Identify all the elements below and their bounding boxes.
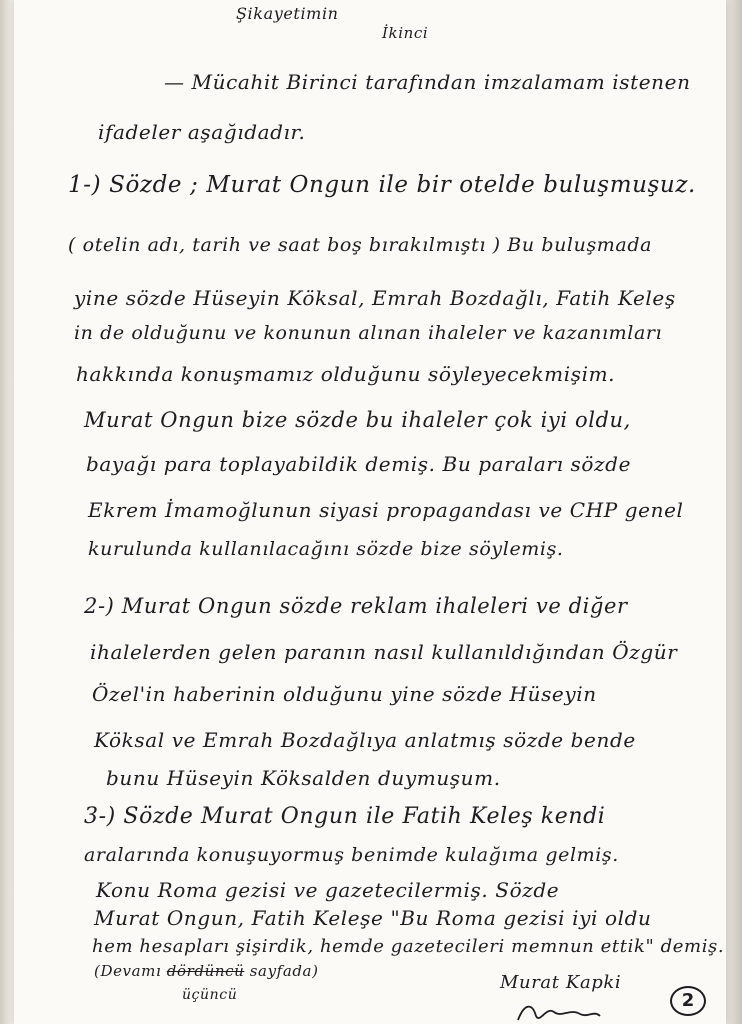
item-2-heading: 2-) Murat Ongun sözde reklam ihaleleri ve diğer [84,594,628,618]
item-2-line: ihalelerden gelen paranın nasıl kullanıldığından Özgür [90,640,678,664]
handwritten-sheet [14,0,726,1024]
item-2-line: bunu Hüseyin Köksalden duymuşum. [106,766,501,790]
item-1-line: Murat Ongun bize sözde bu ihaleler çok iyi oldu, [84,408,631,432]
header-text [236,6,339,22]
continued-suffix: sayfada) [249,962,319,980]
item-1-line: bayağı para toplayabildik demiş. Bu paraları sözde [86,452,632,476]
struck-word: dördüncü [166,962,245,980]
header-word: Şikayetimin [236,4,339,23]
item-1-line: ( otelin adı, tarih ve saat boş bırakılmıştı ) Bu buluşmada [68,234,653,256]
line-intro: — Mücahit Birinci tarafından imzalamam istenen [164,70,691,94]
signature-scribble-icon [514,998,604,1024]
item-1-line: kurulunda kullanılacağını sözde bize söylemiş. [88,538,564,560]
header-insert: İkinci [382,24,429,42]
item-1-line: Ekrem İmamoğlunun siyasi propagandası ve CHP genel [88,498,684,522]
item-1-heading: 1-) Sözde ; Murat Ongun ile bir otelde buluşmuşuz. [68,172,696,198]
correction-word: üçüncü [182,987,238,1003]
item-3-line: aralarında konuşuyormuş benimde kulağıma gelmiş. [84,844,619,866]
item-1-line: in de olduğunu ve konunun alınan ihaleler ve kazanımları [74,322,663,344]
item-1-line: hakkında konuşmamız olduğunu söyleyecekmişim. [76,362,616,386]
item-1-line: yine sözde Hüseyin Köksal, Emrah Bozdağlı, Fatih Keleş [74,286,676,310]
item-2-line: Köksal ve Emrah Bozdağlıya anlatmış sözde bende [94,728,636,752]
continued-prefix: (Devamı [94,962,162,980]
line-intro-2: ifadeler aşağıdadır. [98,120,306,144]
item-3-heading: 3-) Sözde Murat Ongun ile Fatih Keleş kendi [84,804,606,829]
continued-note [94,964,319,979]
signature-name: Murat Kapki [500,972,622,993]
item-2-line: Özel'in haberinin olduğunu yine sözde Hüseyin [92,682,597,706]
item-3-line: hem hesapları şişirdik, hemde gazetecileri memnun ettik" demiş. [92,936,725,957]
item-3-line: Murat Ongun, Fatih Keleşe "Bu Roma gezisi iyi oldu [94,906,652,930]
page-number-badge: 2 [670,986,706,1016]
item-3-line: Konu Roma gezisi ve gazetecilermiş. Sözde [96,878,560,902]
